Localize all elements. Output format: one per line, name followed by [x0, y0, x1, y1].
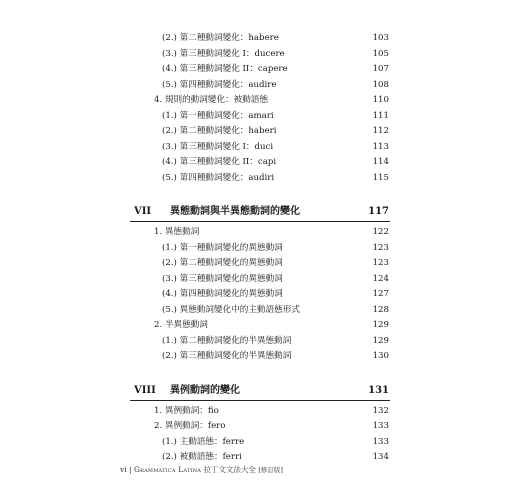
toc-entry-label: (4.) 第三種動詞變化 II：capere — [162, 64, 288, 74]
toc-entry[interactable] — [0, 287, 520, 301]
toc-entry[interactable] — [0, 318, 520, 332]
toc-entry-label: (5.) 第四種動詞變化：audiri — [162, 172, 275, 183]
chapter-title: 異例動詞的變化 — [170, 384, 240, 396]
footer-chinese-title: 拉丁文文法大全 — [203, 465, 256, 474]
toc-entry-label: 1. 異例動詞：fio — [154, 405, 219, 416]
toc-entry-label: (2.) 第三種動詞變化的半異態動詞 — [162, 351, 292, 361]
toc-entry-page-number: 107 — [372, 64, 389, 74]
toc-entry[interactable] — [0, 349, 520, 363]
toc-entry[interactable] — [0, 78, 520, 92]
toc-entry-label: (3.) 第三種動詞變化 I：duci — [162, 141, 274, 152]
toc-entry-page-number: 112 — [372, 126, 389, 136]
toc-entry[interactable] — [0, 334, 520, 348]
toc-entry-page-number: 129 — [372, 335, 389, 346]
toc-entry[interactable] — [0, 124, 520, 138]
footer-page-number: vi — [120, 465, 127, 474]
page-footer — [120, 465, 283, 475]
toc-entry-page-number: 114 — [372, 157, 389, 167]
toc-entry-label: (2.) 被動語態：ferri — [162, 452, 242, 462]
toc-entry-page-number: 123 — [372, 242, 389, 253]
toc-entry[interactable] — [0, 241, 520, 255]
chapter-number: VIII — [134, 384, 156, 396]
toc-entry-page-number: 132 — [372, 405, 389, 416]
toc-entry-label: (5.) 第四種動詞變化：audire — [162, 79, 277, 90]
toc-entry-label: 4. 規則的動詞變化：被動語態 — [154, 95, 269, 105]
toc-entry[interactable] — [0, 31, 520, 45]
toc-entry[interactable] — [0, 419, 520, 433]
toc-entry-page-number: 129 — [372, 320, 389, 330]
chapter-rule — [130, 221, 390, 222]
toc-entry-page-number: 134 — [372, 452, 389, 462]
toc-entry-label: (1.) 主動語態：ferre — [162, 436, 245, 447]
toc-entry-page-number: 110 — [372, 95, 389, 105]
toc-entry-label: (2.) 第二種動詞變化的異態動詞 — [162, 258, 283, 268]
toc-entry-page-number: 123 — [372, 258, 389, 268]
chapter-title: 異態動詞與半異態動詞的變化 — [170, 206, 300, 217]
toc-entry[interactable] — [0, 450, 520, 464]
toc-entry-label: (4.) 第三種動詞變化 II：capi — [162, 157, 277, 167]
toc-entry-page-number: 103 — [372, 33, 389, 43]
toc-entry-label: (1.) 第一種動詞變化：amari — [162, 110, 274, 121]
toc-entry-label: 1. 異態動詞 — [154, 227, 200, 237]
toc-entry[interactable] — [0, 109, 520, 123]
toc-entry-label: 2. 異例動詞：fero — [154, 421, 226, 431]
toc-entry-page-number: 130 — [372, 351, 389, 361]
toc-entry[interactable] — [0, 303, 520, 317]
toc-entry-page-number: 115 — [372, 172, 389, 183]
chapter-heading[interactable] — [0, 204, 520, 220]
toc-entry[interactable] — [0, 140, 520, 154]
toc-entry-page-number: 128 — [372, 304, 389, 315]
toc-entry-page-number: 113 — [372, 141, 389, 152]
toc-entry[interactable] — [0, 47, 520, 61]
toc-entry-page-number: 127 — [372, 289, 389, 299]
chapter-page-number: 131 — [368, 384, 389, 396]
toc-entry-label: (3.) 第三種動詞變化的異態動詞 — [162, 273, 283, 284]
toc-entry-label: (4.) 第四種動詞變化的異態動詞 — [162, 289, 283, 299]
chapter-page-number: 117 — [368, 206, 389, 217]
toc-entry[interactable] — [0, 93, 520, 107]
toc-entry-label: 2. 半異態動詞 — [154, 320, 208, 330]
toc-entry[interactable] — [0, 225, 520, 239]
toc-entry-label: (2.) 第二種動詞變化：habere — [162, 33, 279, 43]
toc-entry[interactable] — [0, 435, 520, 449]
toc-entry-page-number: 133 — [372, 436, 389, 447]
footer-separator: | — [129, 465, 132, 474]
toc-entry-page-number: 105 — [372, 48, 389, 59]
toc-entry-page-number: 124 — [372, 273, 389, 284]
toc-entry[interactable] — [0, 256, 520, 270]
chapter-rule — [130, 400, 390, 401]
toc-entry[interactable] — [0, 62, 520, 76]
chapter-number: VII — [134, 206, 152, 217]
footer-book-title: Grammatica Latina — [133, 465, 202, 474]
toc-entry-label: (1.) 第一種動詞變化的異態動詞 — [162, 242, 283, 253]
toc-entry-label: (5.) 異態動詞變化中的主動語態形式 — [162, 304, 300, 315]
chapter-heading[interactable] — [0, 383, 520, 399]
toc-entry-page-number: 133 — [372, 421, 389, 431]
footer-edition: [修訂版] — [258, 466, 283, 474]
toc-entry-page-number: 111 — [372, 110, 389, 121]
toc-entry-label: (2.) 第二種動詞變化：haberi — [162, 126, 277, 136]
toc-entry-label: (1.) 第二種動詞變化的半異態動詞 — [162, 335, 292, 346]
toc-entry[interactable] — [0, 171, 520, 185]
toc-entry[interactable] — [0, 155, 520, 169]
toc-entry[interactable] — [0, 272, 520, 286]
toc-entry-page-number: 108 — [372, 79, 389, 90]
toc-entry-page-number: 122 — [372, 227, 389, 237]
toc-entry-label: (3.) 第三種動詞變化 I：ducere — [162, 48, 285, 59]
toc-entry[interactable] — [0, 404, 520, 418]
